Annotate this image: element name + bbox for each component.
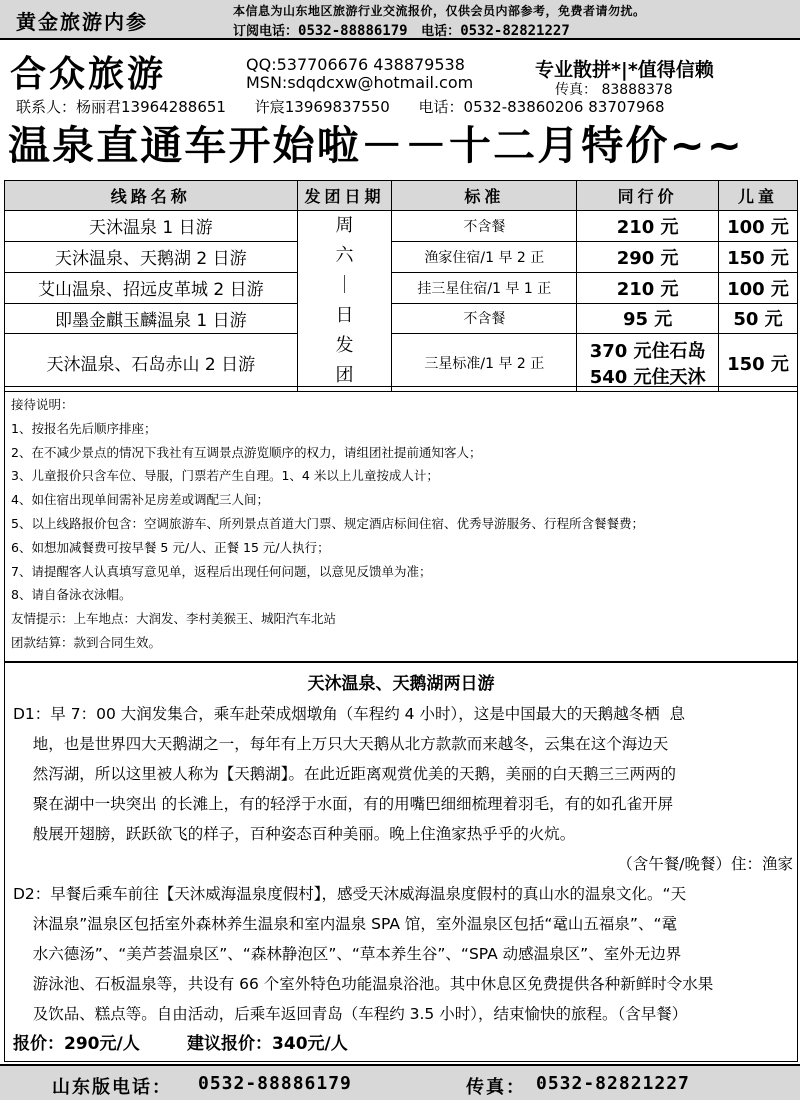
table-row xyxy=(5,334,798,392)
route-price: 210 元 xyxy=(577,211,719,242)
subscribe-label: 订阅电话： xyxy=(233,24,299,39)
day2-line: D2：早餐后乘车前往【天沐威海温泉度假村】，感受天沐威海温泉度假村的真山水的温泉文化。“天 xyxy=(13,885,687,903)
contact-person: 联系人：杨丽君13964288651 xyxy=(16,98,226,116)
msn-address: MSN:sdqdcxw@hotmail.com xyxy=(246,73,474,92)
child-price: 100 元 xyxy=(719,211,798,242)
member-notice: 本信息为山东地区旅游行业交流报价，仅供会员内部参考，免费者请勿扰。 xyxy=(233,4,646,18)
day-char: ｜ xyxy=(335,275,354,296)
agency-name: 合众旅游 xyxy=(10,53,167,95)
agency-tel: 电话：0532-83860206 83707968 xyxy=(418,98,665,116)
route-price: 290 元 xyxy=(577,241,719,272)
day1-line: 地，也是世界四大天鹅湖之一，每年有上万只大天鹅从北方款款而来越冬，云集在这个海边天 xyxy=(13,735,669,753)
table-row xyxy=(5,272,798,303)
price-shidao: 370 元住石岛 xyxy=(589,340,706,362)
price-tianmu: 540 元住天沐 xyxy=(589,366,706,388)
day2-line: 水六德汤”、“美芦荟温泉区”、“森林静泡区”、“草本养生谷”、“SPA 动感温泉区”、室外无边界 xyxy=(13,945,682,963)
footer-bar xyxy=(0,1064,800,1100)
note-line: 1、按报名先后顺序排座； xyxy=(11,420,157,436)
table-row xyxy=(5,211,798,242)
subscribe-line xyxy=(233,20,570,39)
reception-notes xyxy=(4,386,798,662)
route-name: 天沐温泉、天鹅湖 2 日游 xyxy=(5,241,298,272)
top-phone: 0532-82821227 xyxy=(460,23,570,39)
day1-meal: （含午餐/晚餐）住：渔家 xyxy=(617,855,793,873)
day-char: 团 xyxy=(335,365,354,386)
itinerary-title: 天沐温泉、天鹅湖两日游 xyxy=(307,674,495,694)
route-name: 天沐温泉 1 日游 xyxy=(5,211,298,242)
child-price: 150 元 xyxy=(719,334,798,392)
header-route: 线路名称 xyxy=(5,181,298,211)
child-price: 100 元 xyxy=(719,272,798,303)
contact-person-2: 许宸13969837550 xyxy=(254,98,390,116)
note-line: 2、在不减少景点的情况下我社有互调景点游览顺序的权力，请组团社提前通知客人； xyxy=(11,444,482,460)
day1-line: 聚在湖中一块突出 的长滩上，有的轻浮于水面，有的用嘴巴细细梳理着羽毛，有的如孔雀开屏 xyxy=(13,795,674,813)
price-summary: 报价：290元/人 建议报价：340元/人 xyxy=(13,1034,348,1054)
day2-line: 游泳池、石板温泉等，共设有 66 个室外特色功能温泉浴池。其中休息区免费提供各种新鲜时令水果 xyxy=(13,975,714,993)
subscribe-phone: 0532-88886179 xyxy=(298,23,408,39)
note-line: 3、儿童报价只含车位、导服，门票若产生自理。1、4 米以上儿童按成人计； xyxy=(11,468,439,484)
note-line: 5、以上线路报价包含：空调旅游车、所列景点首道大门票、规定酒店标间住宿、优秀导游服务、行程所含餐餐费； xyxy=(11,515,644,531)
route-price-table xyxy=(4,180,798,392)
footer-fax-label: 传真： xyxy=(466,1077,526,1098)
note-line: 6、如想加减餐费可按早餐 5 元/人、正餐 15 元/人执行； xyxy=(11,539,330,555)
header-standard: 标准 xyxy=(392,181,577,211)
route-price: 210 元 xyxy=(577,272,719,303)
brand-title: 黄金旅游内参 xyxy=(16,10,148,34)
qq-numbers: QQ:537706676 438879538 xyxy=(246,55,465,74)
day1-line: 然泻湖，所以这里被人称为【天鹅湖】。在此近距离观赏优美的天鹅，美丽的白天鹅三三两两的 xyxy=(13,765,676,783)
top-banner xyxy=(0,0,800,40)
route-price xyxy=(577,334,719,392)
agency-fax: 传真： 83888378 xyxy=(555,82,673,98)
note-line: 接待说明： xyxy=(11,397,74,412)
child-price: 150 元 xyxy=(719,241,798,272)
note-line: 友情提示：上车地点：大润发、李村美猴王、城阳汽车北站 xyxy=(11,611,337,627)
table-header-row xyxy=(5,181,798,211)
headline: 温泉直通车开始啦－－十二月特价~~ xyxy=(8,123,745,169)
day-char: 六 xyxy=(335,245,354,266)
header-child: 儿童 xyxy=(719,181,798,211)
route-standard: 不含餐 xyxy=(392,303,577,334)
note-line: 7、请提醒客人认真填写意见单，返程后出现任何问题，以意见反馈单为准； xyxy=(11,563,432,579)
footer-phone: 0532-88886179 xyxy=(198,1073,352,1094)
day-char: 周 xyxy=(335,215,354,236)
route-standard: 三星标准/1 早 2 正 xyxy=(392,334,577,392)
departure-days xyxy=(297,211,392,392)
note-line: 团款结算：款到合同生效。 xyxy=(11,634,162,650)
day1-line: 般展开翅膀，跃跃欲飞的样子，百种姿态百种美丽。晚上住渔家热乎乎的火炕。 xyxy=(13,825,576,843)
itinerary-section xyxy=(4,662,798,1062)
route-standard: 不含餐 xyxy=(392,211,577,242)
phone-label: 电话： xyxy=(421,24,461,39)
route-price: 95 元 xyxy=(577,303,719,334)
route-name: 即墨金麒玉麟温泉 1 日游 xyxy=(5,303,298,334)
itinerary-day2 xyxy=(13,879,793,1029)
table-row xyxy=(5,303,798,334)
footer-phone-label: 山东版电话： xyxy=(52,1077,172,1098)
note-line: 4、如住宿出现单间需补足房差或调配三人间； xyxy=(11,492,269,508)
itinerary-day1 xyxy=(13,699,793,849)
route-name: 天沐温泉、石岛赤山 2 日游 xyxy=(5,334,298,392)
child-price: 50 元 xyxy=(719,303,798,334)
route-standard: 渔家住宿/1 早 2 正 xyxy=(392,241,577,272)
table-row xyxy=(5,241,798,272)
agency-slogan: 专业散拼*|*值得信赖 xyxy=(535,59,714,81)
header-date: 发团日期 xyxy=(297,181,392,211)
day2-line: 沐温泉”温泉区包括室外森林养生温泉和室内温泉 SPA 馆，室外温泉区包括“鼋山五福泉”、“鼋 xyxy=(13,915,677,933)
header-price: 同行价 xyxy=(577,181,719,211)
day1-line: D1：早 7：00 大润发集合，乘车赴荣成烟墩角（车程约 4 小时），这是中国最大的天鹅越冬栖 息 xyxy=(13,705,686,723)
footer-fax: 0532-82821227 xyxy=(536,1073,690,1094)
day-char: 发 xyxy=(335,335,354,356)
day-char: 日 xyxy=(335,305,354,326)
route-name: 艾山温泉、招远皮革城 2 日游 xyxy=(5,272,298,303)
note-line: 8、请自备泳衣泳帽。 xyxy=(11,587,132,603)
day2-line: 及饮品、糕点等。自由活动，后乘车返回青岛（车程约 3.5 小时），结束愉快的旅程。（含早餐） xyxy=(13,1005,688,1023)
route-standard: 挂三星住宿/1 早 1 正 xyxy=(392,272,577,303)
